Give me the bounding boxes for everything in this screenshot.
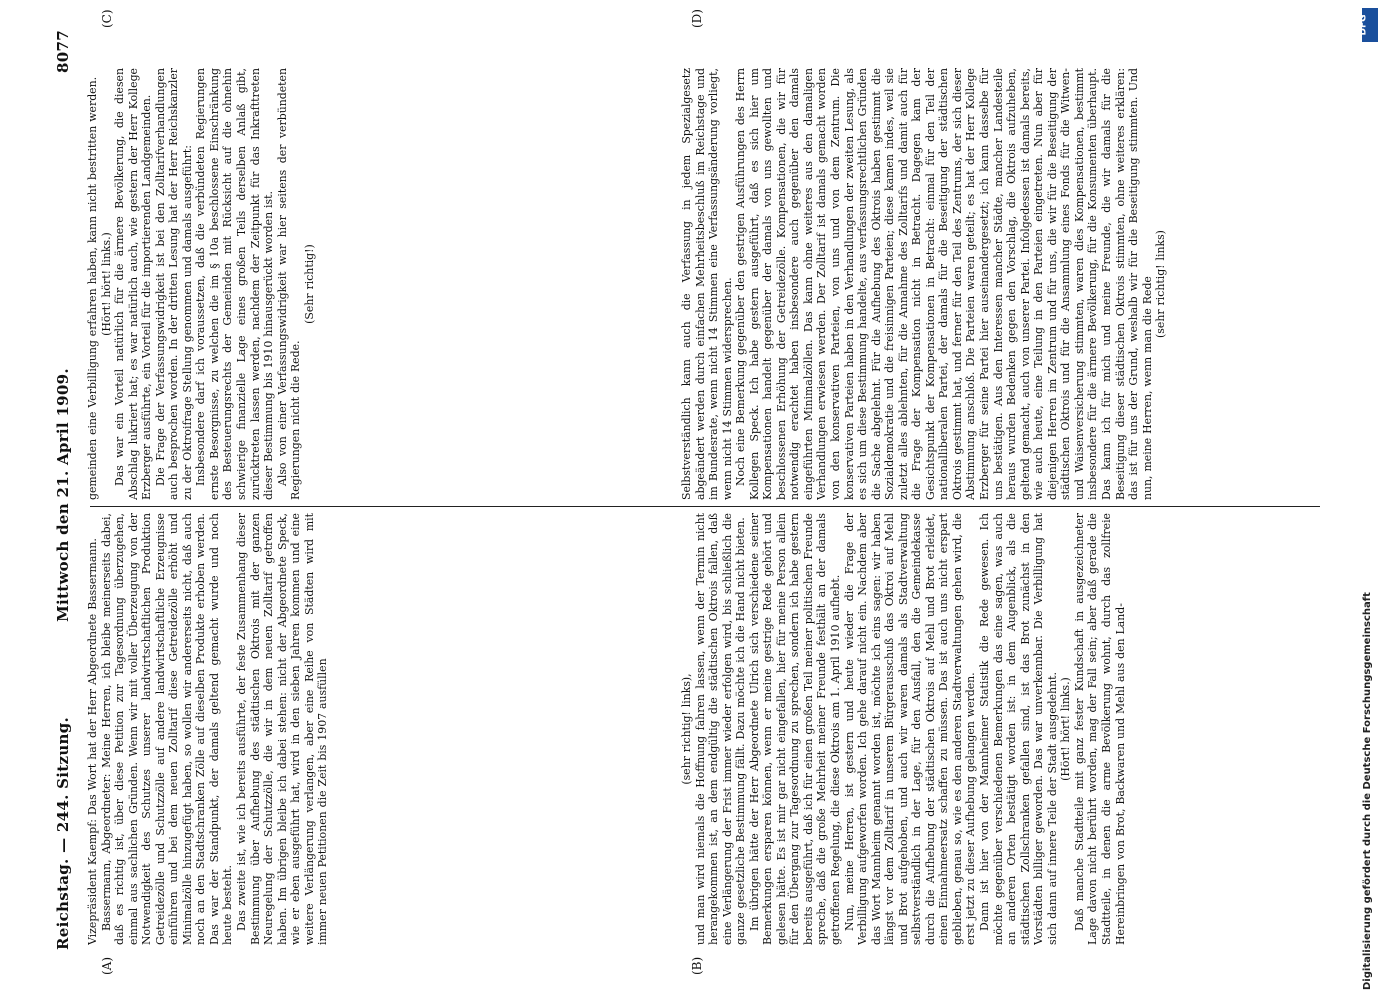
column-divider (90, 506, 1320, 507)
interjection: (Hört! hört! links.) (99, 232, 113, 336)
left-column-top (86, 513, 656, 945)
left-column-bottom (680, 513, 1250, 945)
interjection: (Hört! hört! links.) (1059, 677, 1073, 781)
interjection: (Sehr richtig!) (302, 244, 316, 324)
paragraph: Vizepräsident Kaempf: Das Wort hat der Herr Abgeordnete Bassermann. (86, 538, 99, 945)
paragraph: Die Frage der Verfassungswidrigkeit ist bei den Zolltarifverhandlungen auch besprochen worden. In der dritten Lesung hat der Herr Reichskanzler zu der Oktroifrage Stellung genommen und damals ausgeführt: (153, 68, 194, 500)
margin-letter-b: (B) (690, 956, 704, 975)
paragraph: gemeinden eine Verbilligung erfahren haben, kann nicht bestritten werden. (86, 76, 99, 500)
right-column-bottom (680, 68, 1250, 500)
paragraph: Das war ein Vorteil natürlich für die ärmere Bevölkerung, die diesen Abschlag lukriert hat; es war natürlich auch, wie gestern der Herr Kollege Erzberger ausführte, ein Vorteil für die importierenden Landgemeinden. (113, 68, 154, 500)
paragraph: Noch eine Bemerkung gegenüber den gestrigen Ausführungen des Herrn Kollegen Speck. Ich habe gestern ausgeführt, daß es sich hier um Kompensationen handelt gegenüber der damals von uns gewollten und beschlossenen Erhöhung der Getreidezölle. Kompensationen, die wir für notwendig erachtet haben insbesondere auch gegenüber den damals eingeführten Minimalzöllen. Das kann ohne weiteres aus den damaligen Verhandlungen erwiesen werden. Der Zolltarif ist damals gemacht worden von den konservativen Parteien, von uns und von dem Zentrum. Die konservativen Parteien haben in den Verhandlungen der zweiten Lesung, als es sich um diese Bestimmung handelte, aus verfassungsrechtlichen Gründen die Sache abgelehnt. Für die Aufhebung des Oktrois haben gestimmt die Sozialdemokratie und die freisinnigen Parteien; diese kamen indes, weil sie zuletzt alles ablehnten, für die Annahme des Zolltarifs und damit auch für die Frage der Kompensation nicht in Betracht. Dagegen kam der Gesichtspunkt der Kompensationen in Betracht: einmal für den Teil der nationalliberalen Partei, der damals für die Beseitigung der städtischen Oktrois gestimmt hat, und ferner für den Teil des Zentrums, der sich dieser Abstimmung anschloß. Die Parteien waren geteilt; es hat der Herr Kollege Erzberger für seine Partei hier auseinandergesetzt; ich kann dasselbe für uns bestätigen. Aus den Interessen mancher Städte, mancher Landesteile heraus wurden Bedenken gegen den Vorschlag, die Oktrois aufzuheben, geltend gemacht, auch von unserer Partei. Infolgedessen ist damals bereits, wie auch heute, eine Teilung in den Parteien eingetreten. Nun aber für diejenigen Herren im Zentrum und für uns, die wir für die Beseitigung der städtischen Oktrois und für die Ansammlung eines Fonds für die Witwen- und Waisenversicherung stimmten, waren dies Kompensationen, bestimmt insbesondere für die ärmere Bevölkerung, für die Konsumenten überhaupt. Das kann ich für mich und meine Freunde, die wir damals für die Beseitigung dieser städtischen Oktrois stimmten, ohne weiteres erklären: das ist für uns der Grund, weshalb wir für die Beseitigung stimmten. Und nun, meine Herren, wenn man die Rede (734, 68, 1154, 500)
page-header (22, 30, 82, 960)
interjection: (sehr richtig! links), (680, 673, 693, 785)
paragraph: Nun, meine Herren, ist gestern und heute wieder die Frage der Verbilligung aufgeworfen worden. Ich gehe darauf nicht ein. Nachdem aber das Wort Mannheim genannt worden ist, möchte ich eins sagen: wir haben längst vor dem Zolltarif in unserem Bürgerausschuß das Oktroi auf Mehl und Brot aufgehoben, und auch wir waren damals als Stadtverwaltung selbstverständlich in der Lage, für den Ausfall, den die Gemeindekasse durch die Aufhebung der städtischen Oktrois auf Mehl und Brot erleidet, einen Einnahmeersatz schaffen zu müssen. Das ist auch uns nicht erspart geblieben, genau so, wie es den anderen Stadtverwaltungen gehen wird, die erst jetzt zu dieser Aufhebung gelangen werden. (842, 513, 978, 945)
paragraph: Dann ist hier von der Mannheimer Statistik die Rede gewesen. Ich möchte gegenüber verschiedenen Bemerkungen das eine sagen, was auch an anderen Orten bestätigt worden ist: in dem Augenblick, als die städtischen Zollschranken gefallen sind, ist das Brot zunächst in den Vorstädten billiger geworden. Das war unverkennbar. Die Verbilligung hat sich dann auf innere Teile der Stadt ausgedehnt. (978, 513, 1059, 945)
digitization-credit (1358, 10, 1378, 990)
header-date: Mittwoch den 21. April 1909. (54, 368, 72, 622)
margin-letter-a: (A) (100, 956, 114, 975)
dfg-logo-text: DFG (1358, 14, 1369, 36)
right-column-top (86, 68, 656, 500)
paragraph: Selbstverständlich kann auch die Verfassung in jedem Spezialgesetz abgeändert werden durch einfachen Mehrheitsbeschluß im Reichstage und im Bundesrate, wenn nicht 14 Stimmen eine Verfassungsänderung vorliegt, wenn nicht 14 Stimmen widersprechen. (680, 68, 734, 500)
paragraph: und man wird niemals die Hoffnung fahren lassen, wenn der Termin nicht herangekommen ist, an dem endgültig die städtischen Oktrois fallen, daß eine Verlängerung der Frist immer wieder erfolgen wird, bis schließlich die ganze gesetzliche Bestimmung fällt. Dazu möchte ich die Hand nicht bieten. (693, 513, 748, 945)
credit-text: Digitalisierung gefördert durch die Deutsche Forschungsgemeinschaft (1362, 592, 1373, 990)
paragraph: Das zweite ist, wie ich bereits ausführte, der feste Zusammenhang dieser Bestimmung über Aufhebung des städtischen Oktrois mit der ganzen Neuregelung der Schutzzölle, die wir in dem neuen Zolltarif getroffen haben. Im übrigen bleibe ich dabei stehen: nicht der Abgeordnete Speck, wie er eben ausgeführt hat, wird in den sieben Jahren kommen und eine weitere Verlängerung verlangen, aber eine Reihe von Städten wird mit immer neuen Petitionen die Zeit bis 1907 ausfüllen (235, 513, 330, 945)
margin-letter-d: (D) (690, 9, 704, 28)
margin-letter-c: (C) (100, 9, 114, 28)
interjection: (sehr richtig! links) (1154, 230, 1168, 338)
quotation: Insbesondere darf ich voraussetzen, daß die verbündeten Regierungen ernste Besorgnisse, zu welchen die im § 10a beschlossene Einschränkung des Besteuerungsrechts der Gemeinden mit Rücksicht auf die ohnehin schwierige finanzielle Lage eines großen Teils derselben Anlaß gibt, zurücktreten lassen werden, nachdem der Zeitpunkt für das Inkrafttreten dieser Bestimmung bis 1910 hinausgerückt worden ist. (194, 68, 276, 500)
paragraph: Im übrigen hätte der Herr Abgeordnete Ulrich sich verschiedene seiner Bemerkungen ersparen können, wenn er meine gestrige Rede gehört und gelesen hätte. Es ist mir gar nicht eingefallen, hier für meine Person allein für den Übergang zur Tagesordnung zu sprechen, sondern ich habe gestern bereits ausgeführt, daß ich für einen großen Teil meiner politischen Freunde spreche, daß die große Mehrheit meiner Freunde festhält an der damals getroffenen Regelung, die diese Oktrois am 1. April 1910 aufhebt. (747, 513, 843, 945)
paragraph: Bassermann, Abgeordneter: Meine Herren, ich bleibe meinerseits dabei, daß es richtig ist, über diese Petition zur Tagesordnung überzugehen, einmal aus sachlichen Gründen. Wenn wir mit voller Überzeugung von der Notwendigkeit des Schutzes unserer landwirtschaftlichen Produktion Getreidezölle und Schutzzölle auf andere landwirtschaftliche Erzeugnisse einführen und bei dem neuen Zolltarif diese Getreidezölle erhöht und Minimalzölle hinzugefügt haben, so wollen wir andererseits nicht, daß auch noch an den Stadtschranken Zölle auf dieselben Produkte erhoben werden. Das war der Standpunkt, der damals geltend gemacht wurde und noch heute besteht. (99, 513, 235, 945)
paragraph: Daß manche Stadtteile mit ganz fester Kundschaft in ausgezeichneter Lage davon nicht berührt worden, mag der Fall sein; aber daß gerade die Stadtteile, in denen die arme Bevölkerung wohnt, durch das zollfreie Hereinbringen von Brot, Backwaren und Mehl aus den Land- (1072, 513, 1127, 945)
paragraph: Also von einer Verfassungswidrigkeit war hier seitens der verbündeten Regierungen nicht die Rede. (275, 68, 303, 500)
page-number: 8077 (54, 30, 72, 73)
header-left: Reichstag. — 244. Sitzung. (54, 716, 72, 950)
